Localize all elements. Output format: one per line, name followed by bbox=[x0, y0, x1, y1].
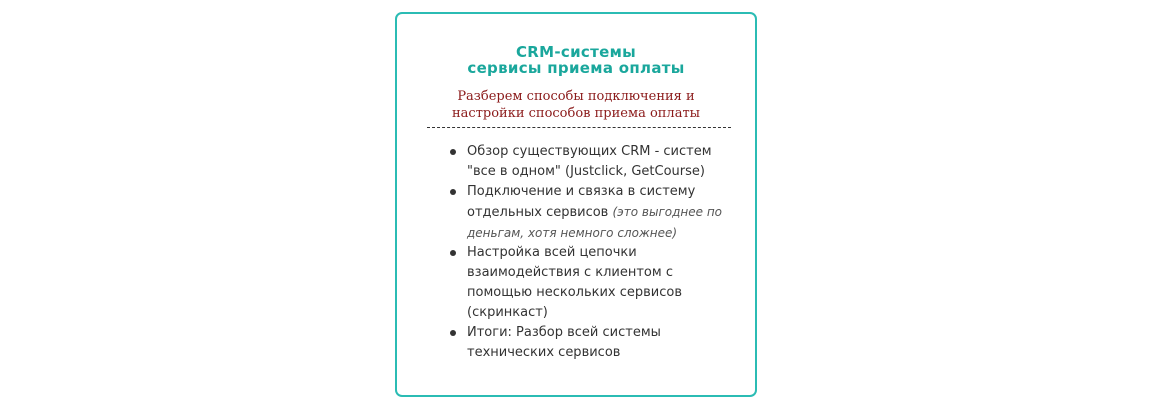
list-item bbox=[467, 243, 742, 323]
list-item-line: (скринкаст) bbox=[467, 305, 548, 320]
list-item-line: помощью нескольких сервисов bbox=[467, 285, 683, 300]
list-item-line: технических сервисов bbox=[467, 345, 621, 360]
list-item bbox=[467, 182, 742, 243]
bullet-icon bbox=[450, 330, 456, 336]
card-subtitle-line: Разберем способы подключения и bbox=[457, 89, 695, 104]
list-item-line: "все в одном" (Justclick, GetCourse) bbox=[467, 164, 705, 179]
list-item-text: отдельных сервисов bbox=[467, 205, 613, 220]
list-item-line: Подключение и связка в систему bbox=[467, 184, 696, 199]
list-item-line: Настройка всей цепочки bbox=[467, 245, 637, 260]
dashed-divider bbox=[427, 127, 731, 128]
list-item-line: Обзор существующих CRM - систем bbox=[467, 144, 712, 159]
card-subtitle bbox=[397, 88, 755, 122]
list-item bbox=[467, 142, 742, 182]
card-title-line: сервисы приема оплаты bbox=[467, 59, 685, 77]
list-item-line: Итоги: Разбор всей системы bbox=[467, 325, 661, 340]
list-item-note: (это выгоднее по bbox=[612, 205, 723, 219]
list-item-line: взаимодействия с клиентом с bbox=[467, 265, 673, 280]
card-title-line: CRM-системы bbox=[516, 43, 636, 61]
list-item-line bbox=[467, 202, 742, 223]
list-item bbox=[467, 323, 742, 363]
bullet-icon bbox=[450, 250, 456, 256]
course-module-card bbox=[395, 12, 757, 397]
bullet-icon bbox=[450, 149, 456, 155]
card-subtitle-line: настройки способов приема оплаты bbox=[452, 106, 700, 121]
topics-list bbox=[467, 142, 742, 363]
list-item-note: деньгам, хотя немного сложнее) bbox=[467, 226, 678, 240]
bullet-icon bbox=[450, 189, 456, 195]
card-title bbox=[397, 44, 755, 76]
